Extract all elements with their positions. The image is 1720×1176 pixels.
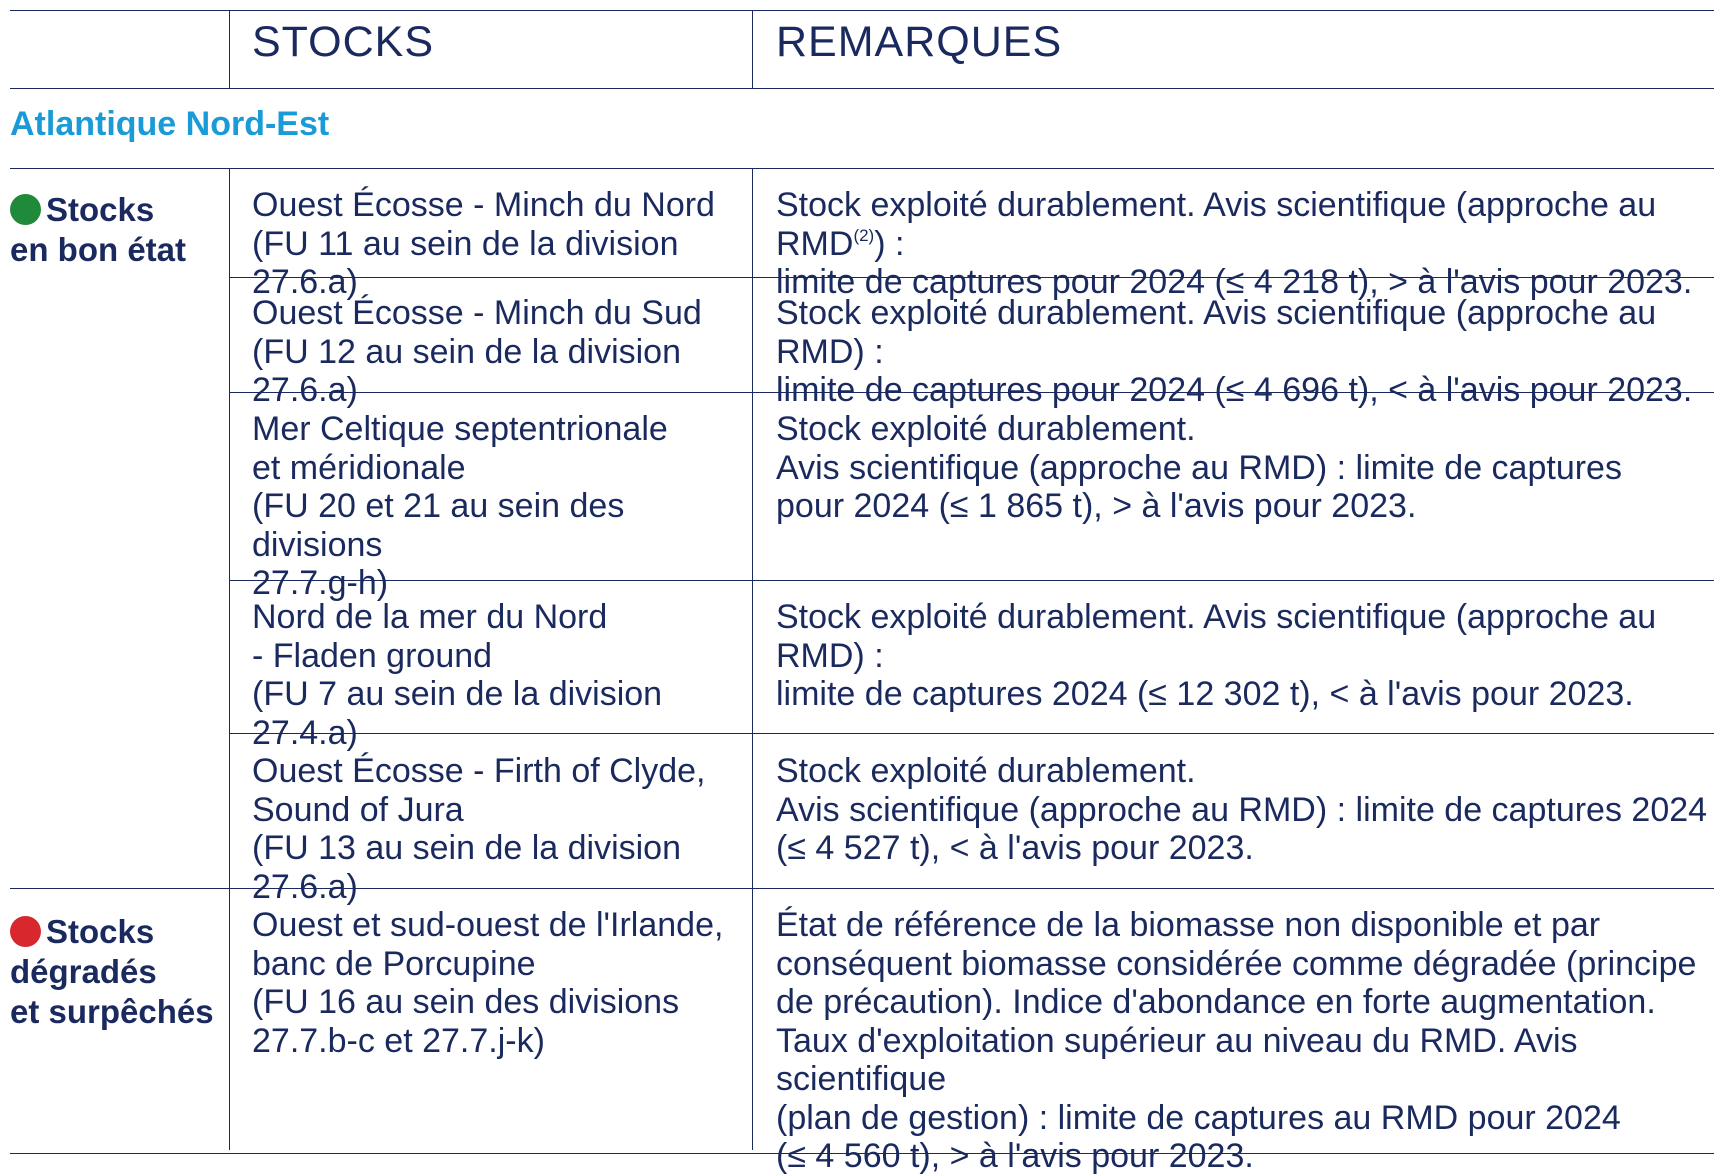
remark-text: ) : limite de captures pour 2024 (≤ 4 218 t), > à l'avis pour 2023. <box>776 224 1693 301</box>
category-good <box>10 190 220 270</box>
category-label: Stocks <box>46 191 155 228</box>
stock-cell: Nord de la mer du Nord - Fladen ground (FU 7 au sein de la division 27.4.a) <box>252 598 663 752</box>
stock-cell: Ouest Écosse - Firth of Clyde, Sound of Jura (FU 13 au sein de la division 27.6.a) <box>252 752 706 906</box>
stock-cell: Ouest Écosse - Minch du Sud (FU 12 au sein de la division 27.6.a) <box>252 294 702 409</box>
remark-text: Stock exploité durablement. Avis scientifique (approche au RMD <box>776 186 1657 263</box>
remark-cell: Stock exploité durablement. Avis scientifique (approche au RMD) : limite de captures pour 2024 (≤ 1 865 t), > à l'avis pour 2023. <box>776 410 1622 525</box>
region-heading: Atlantique Nord-Est <box>10 105 330 143</box>
category-label-rest: en bon état <box>10 231 187 268</box>
column-divider-left <box>229 10 230 88</box>
remark-cell <box>776 186 1710 302</box>
column-header-remarques: REMARQUES <box>776 18 1063 66</box>
column-divider-right <box>752 10 753 88</box>
stock-cell: Ouest et sud-ouest de l'Irlande, banc de Porcupine (FU 16 au sein des divisions 27.7.b-c et 27.7.j-k) <box>252 906 724 1060</box>
footnote-marker: (2) <box>853 225 875 245</box>
header-bottom-rule <box>10 88 1714 89</box>
table-top-rule <box>10 10 1714 11</box>
column-header-stocks: STOCKS <box>252 18 435 66</box>
category-label: Stocks <box>46 913 155 950</box>
remark-cell: Stock exploité durablement. Avis scientifique (approche au RMD) : limite de captures pour 2024 (≤ 4 696 t), < à l'avis pour 2023. <box>776 294 1693 409</box>
region-bottom-rule <box>10 168 1714 169</box>
remark-cell: Stock exploité durablement. Avis scientifique (approche au RMD) : limite de captures 2024 (≤ 4 527 t), < à l'avis pour 2023. <box>776 752 1708 867</box>
remark-cell: Stock exploité durablement. Avis scientifique (approche au RMD) : limite de captures 2024 (≤ 12 302 t), < à l'avis pour 2023. <box>776 598 1657 713</box>
category-bad <box>10 912 220 1032</box>
stock-cell: Ouest Écosse - Minch du Nord (FU 11 au sein de la division 27.6.a) <box>252 186 715 301</box>
column-divider-right <box>752 168 753 1150</box>
category-label-rest: dégradés et surpêchés <box>10 953 214 1030</box>
stock-cell: Mer Celtique septentrionale et méridionale (FU 20 et 21 au sein des divisions 27.7.g-h) <box>252 410 668 602</box>
remark-cell: État de référence de la biomasse non disponible et par conséquent biomasse considérée comme dégradée (principe de précaution). Indice d'abondance en forte augmentation. Taux d'exploitation supérieur au niveau du RMD. Avis scientifique (plan de gestion) : limite de captures au RMD pour 2024 (≤ 4 560 t), > à l'avis pour 2023. <box>776 906 1697 1175</box>
red-dot-icon <box>10 916 41 947</box>
green-dot-icon <box>10 194 41 225</box>
column-divider-left <box>229 168 230 1150</box>
